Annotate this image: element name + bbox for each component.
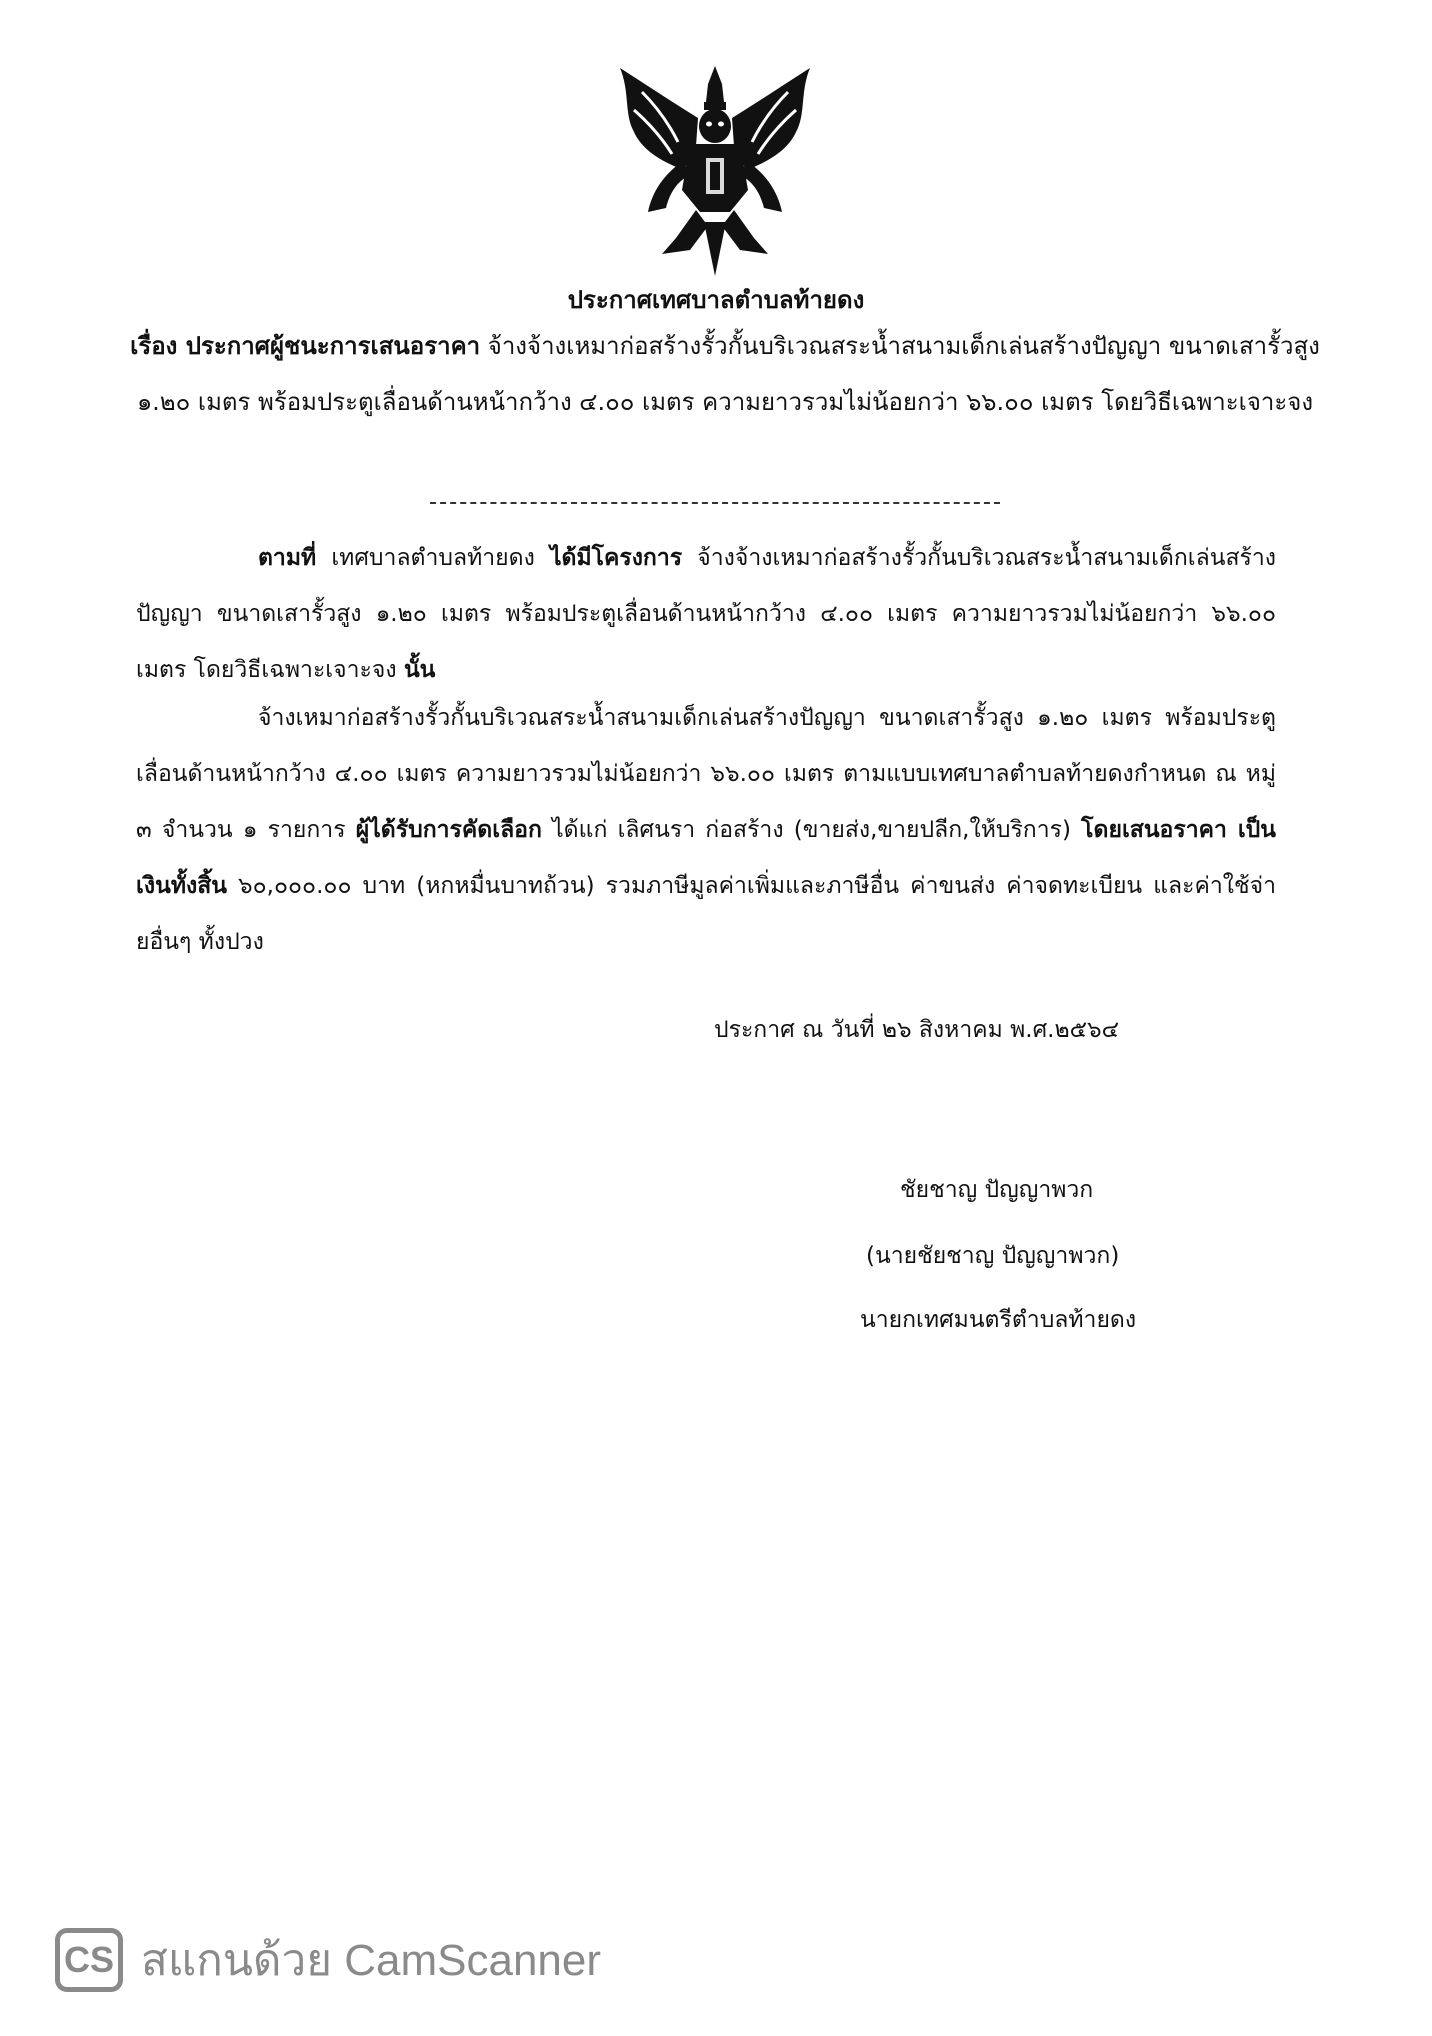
signature-name: ชัยชาญ ปัญญาพวก [900,1177,1094,1203]
paragraph-award [136,690,1276,970]
camscanner-logo-icon: CS [55,1928,123,1992]
selected-label: ผู้ได้รับการคัดเลือก [355,817,542,843]
closing-word: นั้น [403,657,436,683]
watermark-text: สแกนด้วย CamScanner [141,1936,602,1985]
project-description: จ้างจ้างเหมาก่อสร้างรั้วกั้นบริเวณสระน้ำสนามเด็กเล่นสร้างปัญญา ขนาดเสารั้วสูง ๑.๒๐ เมตร พร้อมประตูเลื่อนด้านหน้ากว้าง ๔.๐๐ เมตร ความยาวรวมไม่น้อยกว่า ๖๖.๐๐ เมตร โดยวิธีเฉพาะเจาะจง [136,545,1277,683]
subject-block [130,318,1320,430]
organization-name: เทศบาลตำบลท้ายดง [331,545,535,571]
item-description: จ้างเหมาก่อสร้างรั้วกั้นบริเวณสระน้ำสนามเด็กเล่นสร้างปัญญา ขนาดเสารั้วสูง ๑.๒๐ เมตร พร้อมประตูเลื่อนด้านหน้ากว้าง ๔.๐๐ เมตร ความยาวรวมไม่น้อยกว่า ๖๖.๐๐ เมตร ตามแบบเทศบาลตำบลท้ายดงกำหนด ณ หมู่ ๓ จำนวน ๑ รายการ [136,705,1276,843]
offer-label: โดยเสนอราคา เป็นเงินทั้งสิ้น [136,817,1277,899]
announcement-date: ประกาศ ณ วันที่ ๒๖ สิงหาคม พ.ศ.๒๕๖๔ [714,1017,1120,1043]
winner-name: เลิศนรา ก่อสร้าง (ขายส่ง,ขายปลีก,ให้บริการ) [617,817,1071,843]
winner-label: ได้แก่ [552,817,608,843]
price-includes: รวมภาษีมูลค่าเพิ่มและภาษีอื่น ค่าขนส่ง ค่าจดทะเบียน และค่าใช้จ่ายอื่นๆ ทั้งปวง [136,873,1277,955]
amount-in-words: บาท (หกหมื่นบาทถ้วน) [362,873,595,899]
signatory-full-name: (นายชัยชาญ ปัญญาพวก) [866,1243,1120,1269]
subject-text: จ้างจ้างเหมาก่อสร้างรั้วกั้นบริเวณสระน้ำสนามเด็กเล่นสร้างปัญญา ขนาดเสารั้วสูง ๑.๒๐ เมตร พร้อมประตูเลื่อนด้านหน้ากว้าง ๔.๐๐ เมตร ความยาวรวมไม่น้อยกว่า ๖๖.๐๐ เมตร โดยวิธีเฉพาะเจาะจง [136,332,1320,416]
issuer-title: ประกาศเทศบาลตำบลท้ายดง [567,286,865,314]
camscanner-watermark [55,1925,601,1995]
paragraph-intro [136,530,1276,698]
garuda-emblem-icon [612,62,818,278]
has-project-phrase: ได้มีโครงการ [549,545,683,571]
dashed-divider [430,502,1000,504]
offer-amount: ๖๐,๐๐๐.๐๐ [238,873,352,899]
signatory-position: นายกเทศมนตรีตำบลท้ายดง [860,1307,1137,1333]
subject-label: เรื่อง ประกาศผู้ชนะการเสนอราคา [130,332,481,360]
lead-word: ตามที่ [258,545,317,571]
